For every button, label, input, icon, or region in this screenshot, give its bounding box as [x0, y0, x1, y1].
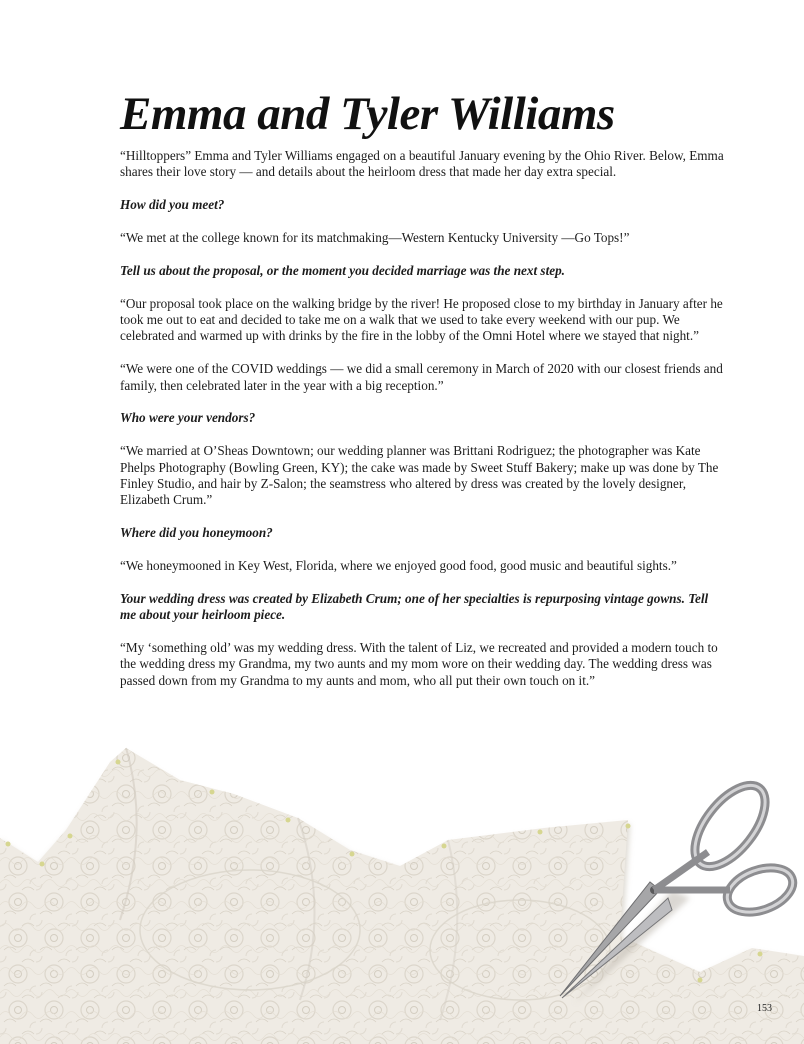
question: Where did you honeymoon?: [120, 525, 273, 541]
article-body: [120, 148, 724, 706]
answer: “We were one of the COVID weddings — we did a small ceremony in March of 2020 with our closest friends and family, then celebrated later in the year with a big reception.”: [120, 361, 723, 393]
page-number: 153: [757, 1003, 772, 1014]
intro-paragraph: “Hilltoppers” Emma and Tyler Williams engaged on a beautiful January evening by the Ohio River. Below, Emma shares their love story — and details about the heirloom dress that made her day extra special.: [120, 148, 724, 180]
lace-fabric-photo: [0, 740, 804, 1044]
question: Who were your vendors?: [120, 410, 256, 426]
answer: “We met at the college known for its matchmaking—Western Kentucky University —Go Tops!”: [120, 230, 630, 245]
question: How did you meet?: [120, 197, 225, 213]
question: Your wedding dress was created by Elizabeth Crum; one of her specialties is repurposing vintage gowns. Tell me about your heirloom piece.: [120, 590, 709, 623]
answer: “We honeymooned in Key West, Florida, where we enjoyed good food, good music and beautiful sights.”: [120, 558, 677, 574]
answer: “My ‘something old’ was my wedding dress. With the talent of Liz, we recreated and provided a modern touch to the wedding dress my Grandma, my two aunts and my mom wore on their wedding day. The wedding dress was passed down from my Grandma to my aunts and mom, who all put their own touch on it.”: [120, 640, 718, 688]
question: Tell us about the proposal, or the moment you decided marriage was the next step.: [120, 262, 565, 278]
answer: “Our proposal took place on the walking bridge by the river! He proposed close to my birthday in January after he took me out to eat and decided to take me on a walk that we used to take every weekend with our pup. We celebrated and warmed up with drinks by the fire in the lobby of the Omni Hotel where we stayed that night.”: [120, 295, 723, 344]
article-title: Emma and Tyler Williams: [120, 88, 615, 140]
answer: “We married at O’Sheas Downtown; our wedding planner was Brittani Rodriguez; the photographer was Kate Phelps Photography (Bowling Green, KY); the cake was made by Sweet Stuff Bakery; make up was done by The Finley Studio, and hair by Z-Salon; the seamstress who altered by dress was created by the lovely designer, Elizabeth Crum.”: [120, 443, 719, 508]
